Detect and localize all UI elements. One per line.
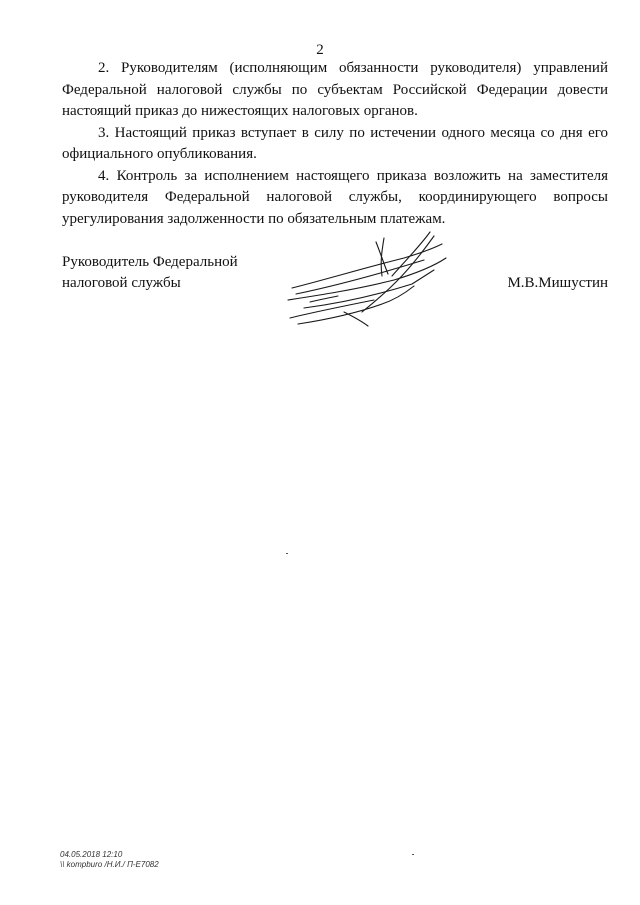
footer-file-path: \\ kompburo /Н.И./ П-Е7082 bbox=[60, 860, 159, 869]
page-number: 2 bbox=[316, 42, 324, 58]
signatory-title-line-1: Руководитель Федеральной bbox=[62, 254, 238, 270]
scan-speck bbox=[412, 854, 414, 855]
handwritten-signature bbox=[284, 230, 454, 330]
signatory-name: М.В.Мишустин bbox=[507, 275, 608, 291]
signature-block bbox=[62, 252, 608, 332]
paragraph-2: 2. Руководителям (исполняющим обязанности руководителя) управлений Федеральной налоговой службы по субъектам Российской Федерации довести настоящий приказ до нижестоящих налоговых органов. bbox=[62, 60, 608, 119]
document-body bbox=[62, 58, 608, 230]
paragraph-4: 4. Контроль за исполнением настоящего приказа возложить на заместителя руководителя Федеральной налоговой службы, координирующего вопросы урегулирования задолженности по обязательным платежам. bbox=[62, 167, 608, 227]
footer-timestamp: 04.05.2018 12:10 bbox=[60, 850, 123, 859]
paragraph-3: 3. Настоящий приказ вступает в силу по истечении одного месяца со дня его официального опубликования. bbox=[62, 124, 608, 162]
signatory-title-line-2: налоговой службы bbox=[62, 275, 181, 291]
document-footer bbox=[60, 850, 159, 870]
scan-speck bbox=[286, 553, 288, 554]
signatory-title bbox=[62, 252, 292, 294]
